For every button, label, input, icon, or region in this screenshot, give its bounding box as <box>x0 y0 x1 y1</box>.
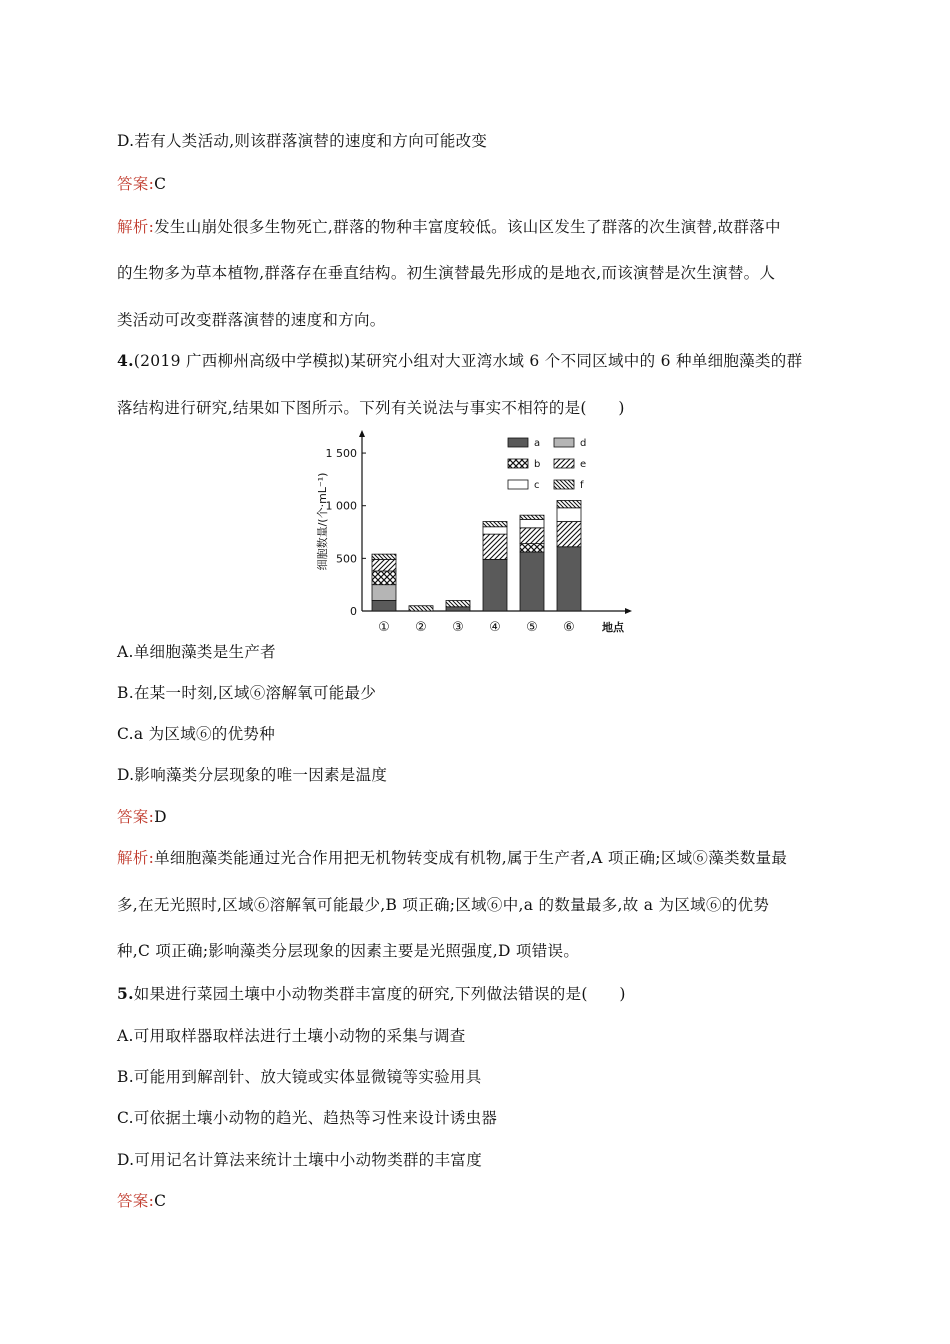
q4-analysis-line-1 <box>117 848 787 868</box>
question-number: 5. <box>117 984 134 1003</box>
x-tick-label: ③ <box>452 620 464 635</box>
bar-segment-b <box>520 544 544 552</box>
bar-segment-c <box>520 519 544 527</box>
y-tick-label: 500 <box>336 552 357 566</box>
legend-swatch-a <box>508 438 528 447</box>
q3-analysis-line-2: 的生物多为草本植物,群落存在垂直结构。初生演替最先形成的是地衣,而该演替是次生演替。人 <box>117 264 776 282</box>
analysis-text: 单细胞藻类能通过光合作用把无机物转变成有机物,属于生产者,A 项正确;区域⑥藻类数量最 <box>154 849 788 867</box>
q5-option-b: B.可能用到解剖针、放大镜或实体显微镜等实验用具 <box>117 1068 482 1086</box>
legend-label-a: a <box>534 438 541 449</box>
q4-option-c: C.a 为区域⑥的优势种 <box>117 725 276 743</box>
x-tick-label: ② <box>415 620 427 635</box>
legend-label-d: d <box>580 438 587 449</box>
x-tick-label: ① <box>378 620 390 635</box>
analysis-label: 解析: <box>117 849 155 867</box>
bar-segment-a <box>372 600 396 611</box>
bar-segment-e <box>557 522 581 547</box>
q3-answer <box>117 174 166 194</box>
q4-analysis-line-3: 种,C 项正确;影响藻类分层现象的因素主要是光照强度,D 项错误。 <box>117 942 580 960</box>
chart-bars <box>372 500 581 635</box>
bar-segment-a <box>483 559 507 611</box>
q3-option-d: D.若有人类活动,则该群落演替的速度和方向可能改变 <box>117 132 488 150</box>
legend-swatch-c <box>508 480 528 489</box>
question-text: (2019 广西柳州高级中学模拟)某研究小组对大亚湾水域 6 个不同区域中的 6 种单细胞藻类的群 <box>133 352 803 370</box>
x-tick-label: ⑥ <box>563 620 575 635</box>
bar-segment-e <box>520 528 544 544</box>
legend-swatch-e <box>554 459 574 468</box>
chart-legend <box>508 438 586 491</box>
answer-value: D <box>154 808 167 826</box>
q4-option-b: B.在某一时刻,区域⑥溶解氧可能最少 <box>117 684 377 702</box>
q4-option-a: A.单细胞藻类是生产者 <box>117 643 276 661</box>
question-number: 4. <box>117 351 134 370</box>
q4-analysis-line-2: 多,在无光照时,区域⑥溶解氧可能最少,B 项正确;区域⑥中,a 的数量最多,故 a 为区域⑥的优势 <box>117 896 770 914</box>
x-axis-label: 地点 <box>602 621 624 634</box>
q4-stem-line-1 <box>117 351 802 371</box>
answer-value: C <box>154 175 167 193</box>
bar-segment-f <box>483 522 507 527</box>
y-tick-label: 1 000 <box>325 499 357 513</box>
algae-stacked-bar-chart <box>300 424 640 640</box>
q4-option-d: D.影响藻类分层现象的唯一因素是温度 <box>117 766 388 784</box>
legend-swatch-b <box>508 459 528 468</box>
legend-label-f: f <box>580 480 584 491</box>
bar-segment-f <box>372 554 396 559</box>
analysis-label: 解析: <box>117 218 155 236</box>
q3-analysis-line-1 <box>117 217 781 237</box>
q5-stem <box>117 984 626 1004</box>
bar-segment-c <box>557 508 581 522</box>
bar-segment-f <box>409 606 433 611</box>
answer-label: 答案: <box>117 175 155 193</box>
answer-value: C <box>154 1192 167 1210</box>
answer-label: 答案: <box>117 1192 155 1210</box>
bar-segment-d <box>372 585 396 601</box>
x-tick-label: ④ <box>489 620 501 635</box>
q5-option-c: C.可依据土壤小动物的趋光、趋热等习性来设计诱虫器 <box>117 1109 498 1127</box>
x-tick-label: ⑤ <box>526 620 538 635</box>
y-tick-label: 1 500 <box>325 447 357 461</box>
legend-label-e: e <box>580 459 587 470</box>
legend-swatch-f <box>554 480 574 489</box>
answer-label: 答案: <box>117 808 155 826</box>
y-axis-label: 细胞数量/(个·mL⁻¹) <box>316 472 329 571</box>
y-tick-label: 0 <box>350 605 357 618</box>
legend-swatch-d <box>554 438 574 447</box>
bar-segment-e <box>372 559 396 571</box>
bar-segment-f <box>557 500 581 507</box>
q5-option-a: A.可用取样器取样法进行土壤小动物的采集与调查 <box>117 1027 466 1045</box>
x-axis-arrow <box>625 608 632 614</box>
analysis-text: 发生山崩处很多生物死亡,群落的物种丰富度较低。该山区发生了群落的次生演替,故群落中 <box>154 218 781 236</box>
q5-option-d: D.可用记名计算法来统计土壤中小动物类群的丰富度 <box>117 1151 483 1169</box>
bar-segment-a <box>557 547 581 611</box>
legend-label-b: b <box>534 459 541 470</box>
bar-segment-f <box>520 515 544 519</box>
q3-analysis-line-3: 类活动可改变群落演替的速度和方向。 <box>117 311 386 329</box>
q4-stem-line-2: 落结构进行研究,结果如下图所示。下列有关说法与事实不相符的是( ) <box>117 399 625 417</box>
bar-segment-e <box>483 534 507 559</box>
bar-segment-b <box>372 571 396 585</box>
q4-answer <box>117 807 167 827</box>
bar-segment-c <box>483 527 507 534</box>
bar-segment-a <box>446 607 470 611</box>
q5-answer <box>117 1191 166 1211</box>
question-text: 如果进行菜园土壤中小动物类群丰富度的研究,下列做法错误的是( ) <box>133 985 626 1003</box>
bar-segment-f <box>446 600 470 606</box>
bar-segment-a <box>520 552 544 611</box>
y-axis-arrow <box>359 430 365 437</box>
legend-label-c: c <box>534 480 540 491</box>
